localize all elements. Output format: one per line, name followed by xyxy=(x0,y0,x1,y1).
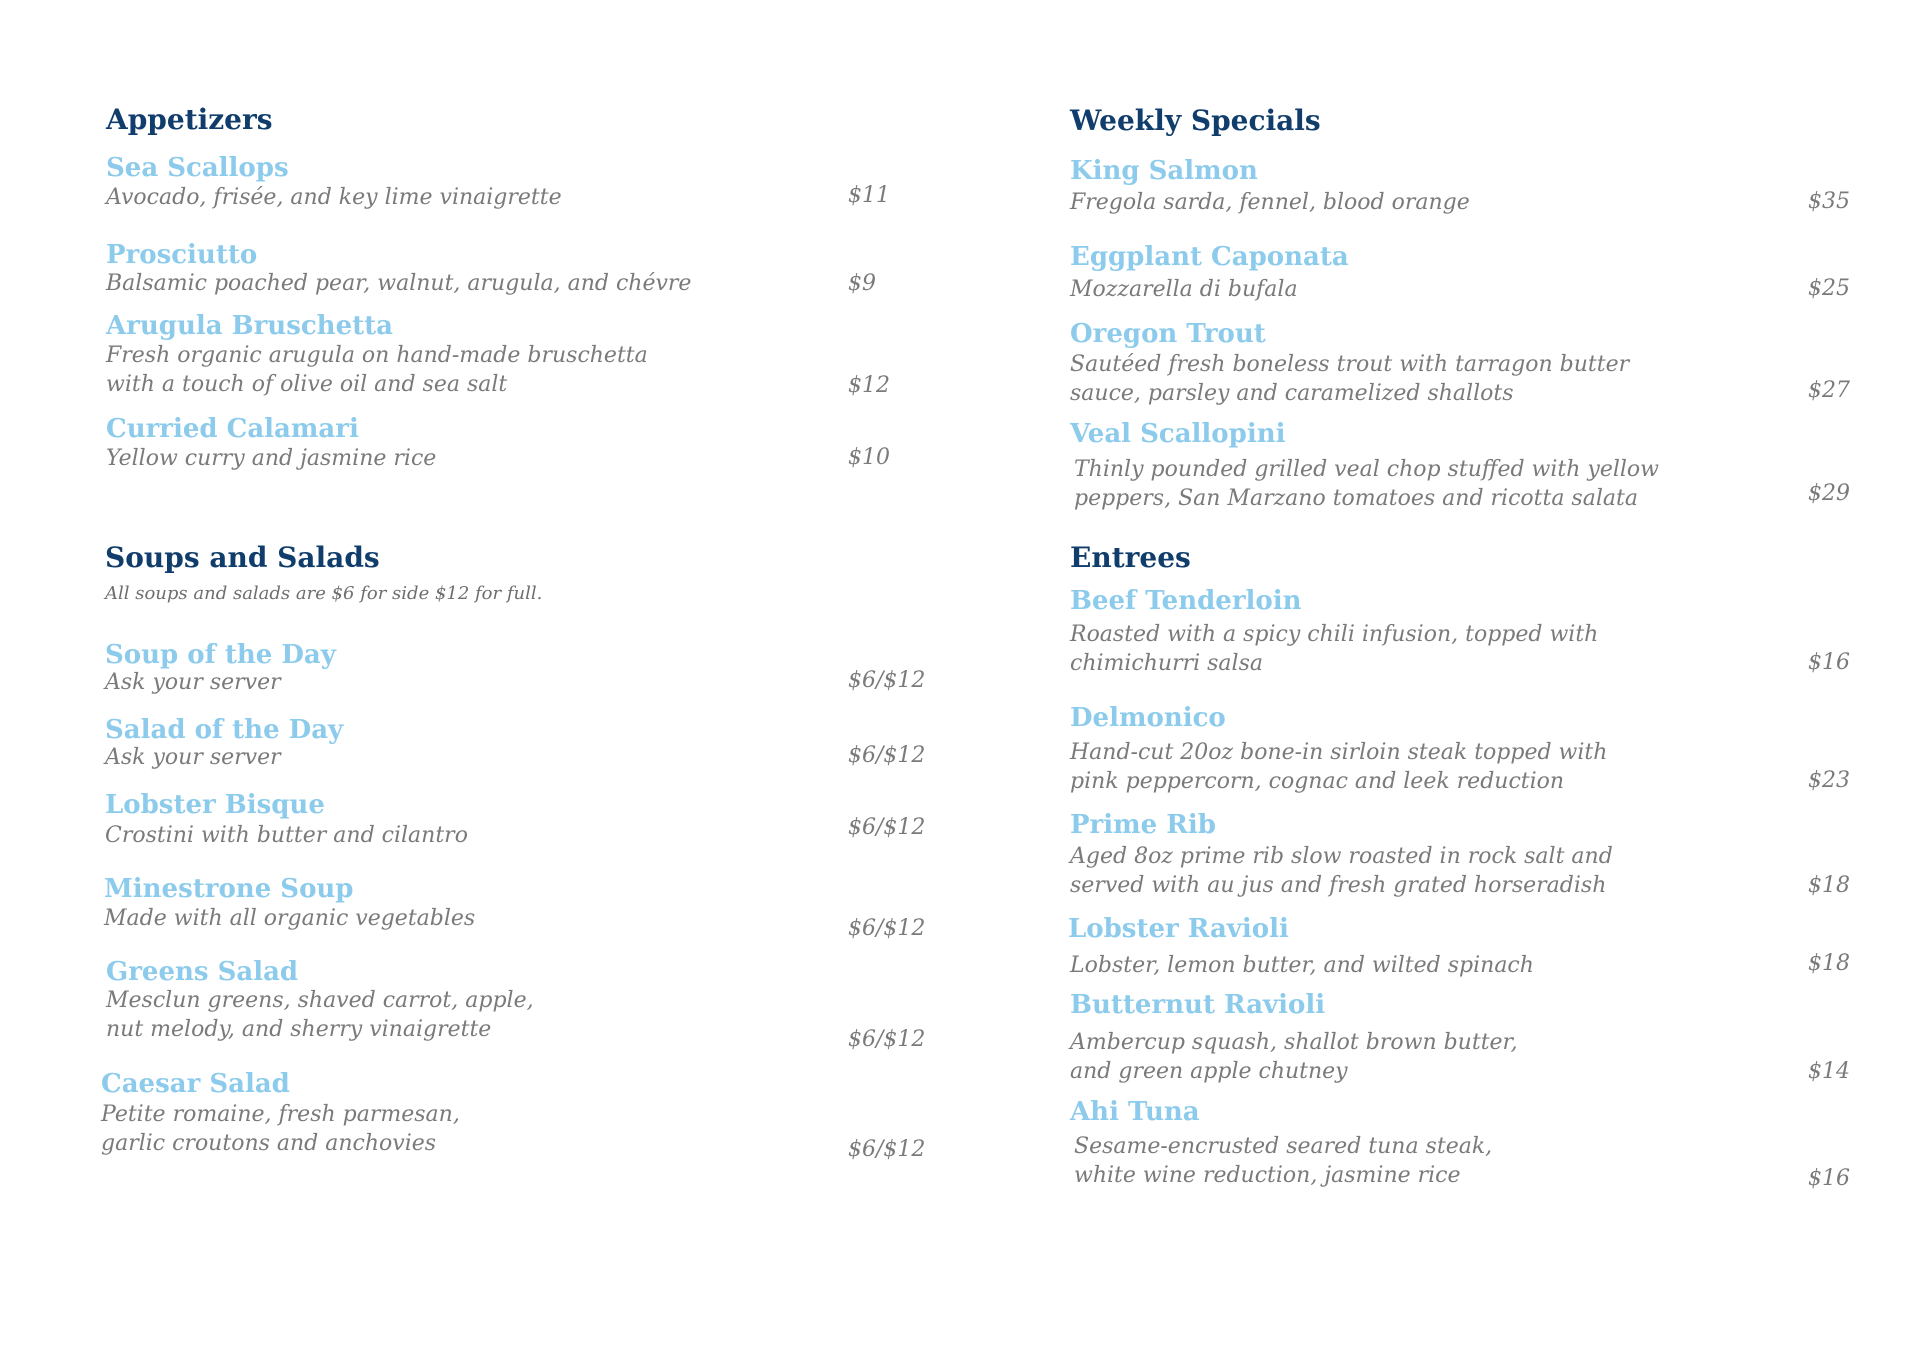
item-description: Yellow curry and jasmine rice xyxy=(106,446,437,471)
item-description: Petite romaine, fresh parmesan, xyxy=(101,1102,460,1127)
item-price: $25 xyxy=(1808,276,1850,301)
item-price: $27 xyxy=(1808,378,1850,403)
item-description: served with au jus and fresh grated horseradish xyxy=(1070,873,1607,898)
item-price: $6/$12 xyxy=(848,916,926,941)
item-description: nut melody, and sherry vinaigrette xyxy=(106,1017,492,1042)
item-name: King Salmon xyxy=(1070,156,1258,186)
item-name: Arugula Bruschetta xyxy=(106,311,393,341)
item-description: garlic croutons and anchovies xyxy=(101,1131,437,1156)
item-price: $18 xyxy=(1808,873,1850,898)
item-description: Avocado, frisée, and key lime vinaigrette xyxy=(106,185,562,210)
item-name: Eggplant Caponata xyxy=(1070,242,1349,272)
item-name: Lobster Bisque xyxy=(105,790,325,820)
item-description: white wine reduction, jasmine rice xyxy=(1074,1163,1461,1188)
item-description: Ask your server xyxy=(105,745,281,770)
item-description: chimichurri salsa xyxy=(1070,651,1263,676)
item-description: Lobster, lemon butter, and wilted spinach xyxy=(1070,953,1534,978)
item-price: $16 xyxy=(1808,1166,1850,1191)
item-description: Aged 8oz prime rib slow roasted in rock salt and xyxy=(1070,844,1613,869)
item-name: Veal Scallopini xyxy=(1070,419,1286,449)
item-name: Lobster Ravioli xyxy=(1068,914,1289,944)
item-description: Sesame-encrusted seared tuna steak, xyxy=(1074,1134,1493,1159)
item-description: with a touch of olive oil and sea salt xyxy=(106,372,508,397)
item-description: Fresh organic arugula on hand-made bruschetta xyxy=(106,343,648,368)
item-name: Salad of the Day xyxy=(105,715,344,745)
item-description: and green apple chutney xyxy=(1070,1059,1348,1084)
item-price: $29 xyxy=(1808,481,1850,506)
item-price: $6/$12 xyxy=(848,815,926,840)
item-description: Made with all organic vegetables xyxy=(104,906,476,931)
item-name: Minestrone Soup xyxy=(104,874,354,904)
item-name: Oregon Trout xyxy=(1070,319,1266,349)
item-name: Caesar Salad xyxy=(101,1069,290,1099)
item-name: Prime Rib xyxy=(1070,810,1216,840)
appetizers-title: Appetizers xyxy=(106,103,273,136)
item-price: $35 xyxy=(1808,189,1850,214)
item-price: $18 xyxy=(1808,951,1850,976)
item-price: $6/$12 xyxy=(848,1137,926,1162)
item-description: Roasted with a spicy chili infusion, topped with xyxy=(1070,622,1599,647)
item-description: Mozzarella di bufala xyxy=(1070,277,1298,302)
item-price: $10 xyxy=(848,445,890,470)
item-description: Ask your server xyxy=(105,670,281,695)
item-description: Thinly pounded grilled veal chop stuffed with yellow xyxy=(1074,457,1660,482)
item-name: Delmonico xyxy=(1070,703,1226,733)
item-name: Prosciutto xyxy=(106,240,258,270)
item-name: Curried Calamari xyxy=(106,414,359,444)
item-name: Soup of the Day xyxy=(105,640,336,670)
item-description: Fregola sarda, fennel, blood orange xyxy=(1070,190,1470,215)
item-price: $6/$12 xyxy=(848,668,926,693)
item-name: Sea Scallops xyxy=(106,153,289,183)
item-price: $6/$12 xyxy=(848,743,926,768)
item-price: $16 xyxy=(1808,650,1850,675)
item-description: Mesclun greens, shaved carrot, apple, xyxy=(106,988,534,1013)
item-price: $6/$12 xyxy=(848,1027,926,1052)
item-description: Crostini with butter and cilantro xyxy=(105,823,468,848)
soups-salads-note: All soups and salads are $6 for side $12 for full. xyxy=(105,583,543,604)
item-price: $11 xyxy=(848,183,890,208)
item-name: Beef Tenderloin xyxy=(1070,586,1302,616)
entrees-title: Entrees xyxy=(1070,541,1191,574)
item-price: $23 xyxy=(1808,768,1850,793)
item-name: Greens Salad xyxy=(106,957,299,987)
item-description: pink peppercorn, cognac and leek reduction xyxy=(1070,769,1565,794)
item-price: $12 xyxy=(848,373,890,398)
item-description: peppers, San Marzano tomatoes and ricotta salata xyxy=(1074,486,1638,511)
item-description: sauce, parsley and caramelized shallots xyxy=(1070,381,1514,406)
item-name: Butternut Ravioli xyxy=(1070,990,1326,1020)
weekly-specials-title: Weekly Specials xyxy=(1070,104,1321,137)
item-description: Hand-cut 20oz bone-in sirloin steak topped with xyxy=(1070,740,1608,765)
item-description: Sautéed fresh boneless trout with tarragon butter xyxy=(1070,352,1630,377)
item-description: Ambercup squash, shallot brown butter, xyxy=(1070,1030,1518,1055)
item-price: $14 xyxy=(1808,1059,1850,1084)
soups-salads-title: Soups and Salads xyxy=(105,541,380,574)
item-name: Ahi Tuna xyxy=(1070,1097,1200,1127)
item-description: Balsamic poached pear, walnut, arugula, and chévre xyxy=(106,271,692,296)
item-price: $9 xyxy=(848,271,876,296)
